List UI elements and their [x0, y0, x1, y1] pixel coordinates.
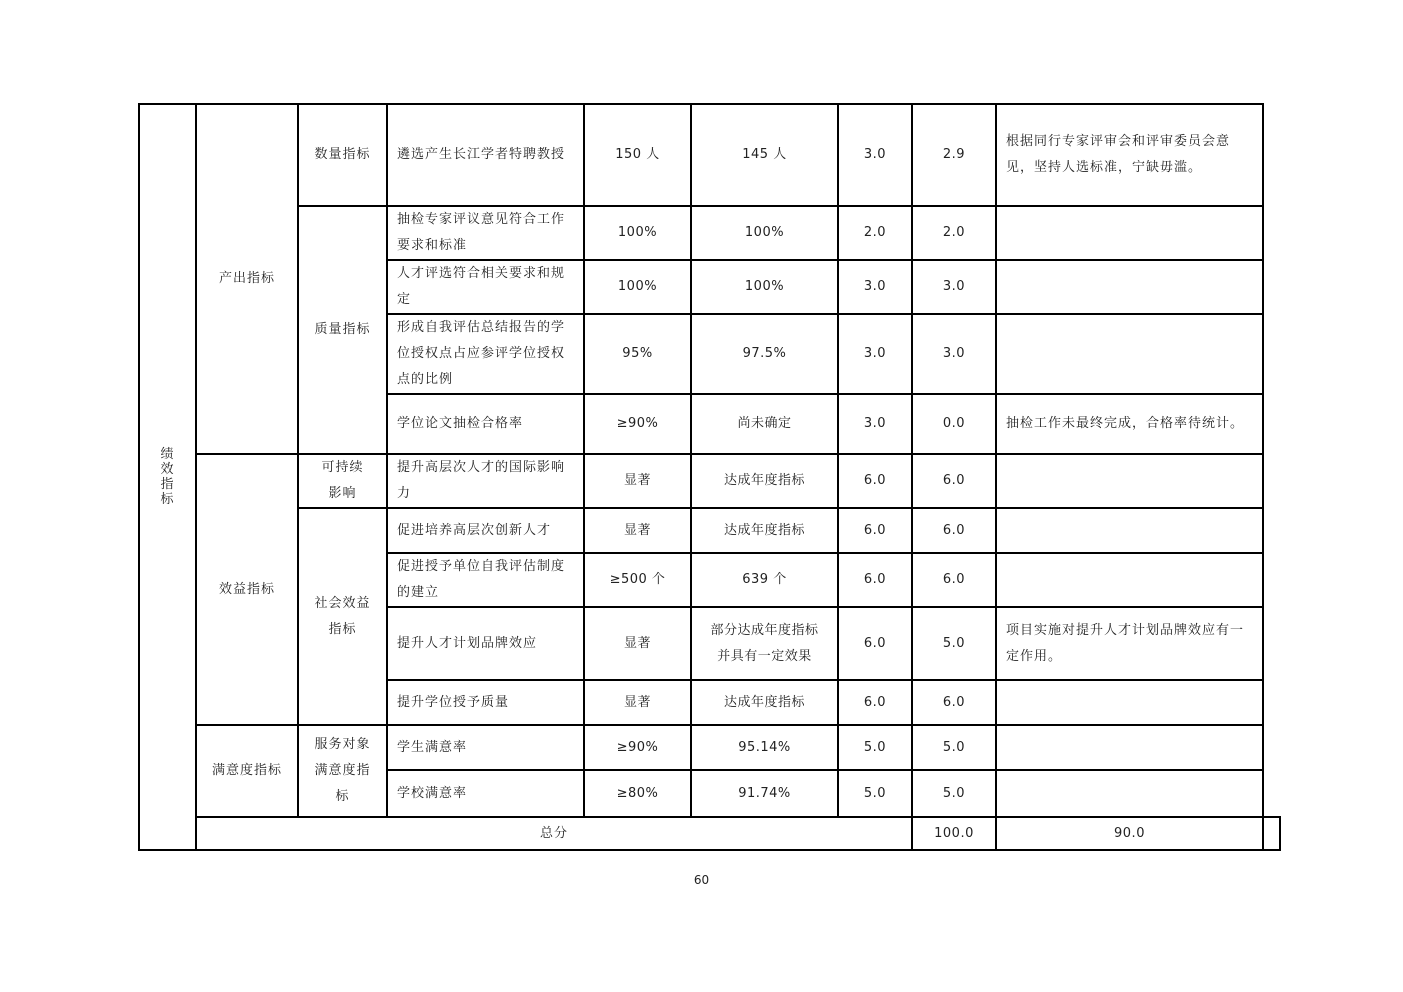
score-value: 6.0 [912, 454, 996, 508]
indicator-item: 提升人才计划品牌效应 [387, 607, 584, 680]
target-value: 显著 [584, 680, 691, 725]
table-row [139, 206, 1280, 260]
actual-value: 100% [691, 206, 838, 260]
score-value: 6.0 [912, 680, 996, 725]
note-text [996, 770, 1263, 817]
table-row [139, 454, 1280, 508]
score-value: 6.0 [912, 553, 996, 607]
note-text [996, 508, 1263, 553]
target-value: 显著 [584, 607, 691, 680]
weight-value: 3.0 [838, 314, 912, 394]
total-score: 90.0 [996, 817, 1263, 850]
table-row [139, 508, 1280, 553]
actual-value: 尚未确定 [691, 394, 838, 454]
actual-value: 639 个 [691, 553, 838, 607]
actual-value: 达成年度指标 [691, 680, 838, 725]
target-value: ≥90% [584, 394, 691, 454]
indicator-item: 学生满意率 [387, 725, 584, 770]
target-value: 显著 [584, 508, 691, 553]
weight-value: 6.0 [838, 553, 912, 607]
weight-value: 6.0 [838, 508, 912, 553]
weight-value: 3.0 [838, 104, 912, 206]
page-number: 60 [693, 873, 710, 887]
actual-value: 91.74% [691, 770, 838, 817]
weight-value: 5.0 [838, 725, 912, 770]
score-value: 2.9 [912, 104, 996, 206]
actual-value: 达成年度指标 [691, 508, 838, 553]
score-value: 6.0 [912, 508, 996, 553]
group-output: 产出指标 [196, 104, 298, 454]
total-weight: 100.0 [912, 817, 996, 850]
indicator-item: 促进授予单位自我评估制度的建立 [387, 553, 584, 607]
note-text [996, 260, 1263, 314]
actual-value: 95.14% [691, 725, 838, 770]
subgroup-service: 服务对象满意度指标 [298, 725, 387, 817]
score-value: 5.0 [912, 607, 996, 680]
weight-value: 2.0 [838, 206, 912, 260]
actual-value: 达成年度指标 [691, 454, 838, 508]
subgroup-social: 社会效益指标 [298, 508, 387, 725]
note-text: 抽检工作未最终完成，合格率待统计。 [996, 394, 1263, 454]
indicator-item: 提升高层次人才的国际影响力 [387, 454, 584, 508]
target-value: 100% [584, 206, 691, 260]
target-value: ≥90% [584, 725, 691, 770]
weight-value: 5.0 [838, 770, 912, 817]
target-value: 150 人 [584, 104, 691, 206]
weight-value: 6.0 [838, 607, 912, 680]
indicator-item: 人才评选符合相关要求和规定 [387, 260, 584, 314]
score-value: 5.0 [912, 770, 996, 817]
group-satisfaction: 满意度指标 [196, 725, 298, 817]
target-value: 显著 [584, 454, 691, 508]
table-row [139, 104, 1280, 206]
total-note [1263, 817, 1280, 850]
actual-value: 145 人 [691, 104, 838, 206]
note-text: 项目实施对提升人才计划品牌效应有一定作用。 [996, 607, 1263, 680]
actual-value: 97.5% [691, 314, 838, 394]
target-value: ≥500 个 [584, 553, 691, 607]
target-value: 95% [584, 314, 691, 394]
weight-value: 3.0 [838, 394, 912, 454]
total-row [139, 817, 1280, 850]
group-benefit: 效益指标 [196, 454, 298, 725]
note-text [996, 314, 1263, 394]
score-value: 5.0 [912, 725, 996, 770]
indicator-item: 抽检专家评议意见符合工作要求和标准 [387, 206, 584, 260]
note-text [996, 553, 1263, 607]
target-value: ≥80% [584, 770, 691, 817]
subgroup-quality: 质量指标 [298, 206, 387, 454]
weight-value: 6.0 [838, 454, 912, 508]
subgroup-sustain: 可持续影响 [298, 454, 387, 508]
note-text [996, 454, 1263, 508]
indicator-item: 促进培养高层次创新人才 [387, 508, 584, 553]
actual-value: 100% [691, 260, 838, 314]
note-text [996, 680, 1263, 725]
note-text: 根据同行专家评审会和评审委员会意见，坚持人选标准，宁缺毋滥。 [996, 104, 1263, 206]
performance-indicator-table [138, 103, 1281, 851]
weight-value: 6.0 [838, 680, 912, 725]
weight-value: 3.0 [838, 260, 912, 314]
note-text [996, 725, 1263, 770]
total-label: 总分 [196, 817, 912, 850]
subgroup-quantity: 数量指标 [298, 104, 387, 206]
note-text [996, 206, 1263, 260]
indicator-item: 提升学位授予质量 [387, 680, 584, 725]
target-value: 100% [584, 260, 691, 314]
indicator-item: 遴选产生长江学者特聘教授 [387, 104, 584, 206]
table-row [139, 725, 1280, 770]
indicator-item: 形成自我评估总结报告的学位授权点占应参评学位授权点的比例 [387, 314, 584, 394]
category-label: 绩效指标 [160, 447, 175, 507]
score-value: 0.0 [912, 394, 996, 454]
category-cell [139, 104, 196, 850]
score-value: 2.0 [912, 206, 996, 260]
score-value: 3.0 [912, 314, 996, 394]
score-value: 3.0 [912, 260, 996, 314]
actual-value: 部分达成年度指标并具有一定效果 [691, 607, 838, 680]
indicator-item: 学校满意率 [387, 770, 584, 817]
indicator-item: 学位论文抽检合格率 [387, 394, 584, 454]
